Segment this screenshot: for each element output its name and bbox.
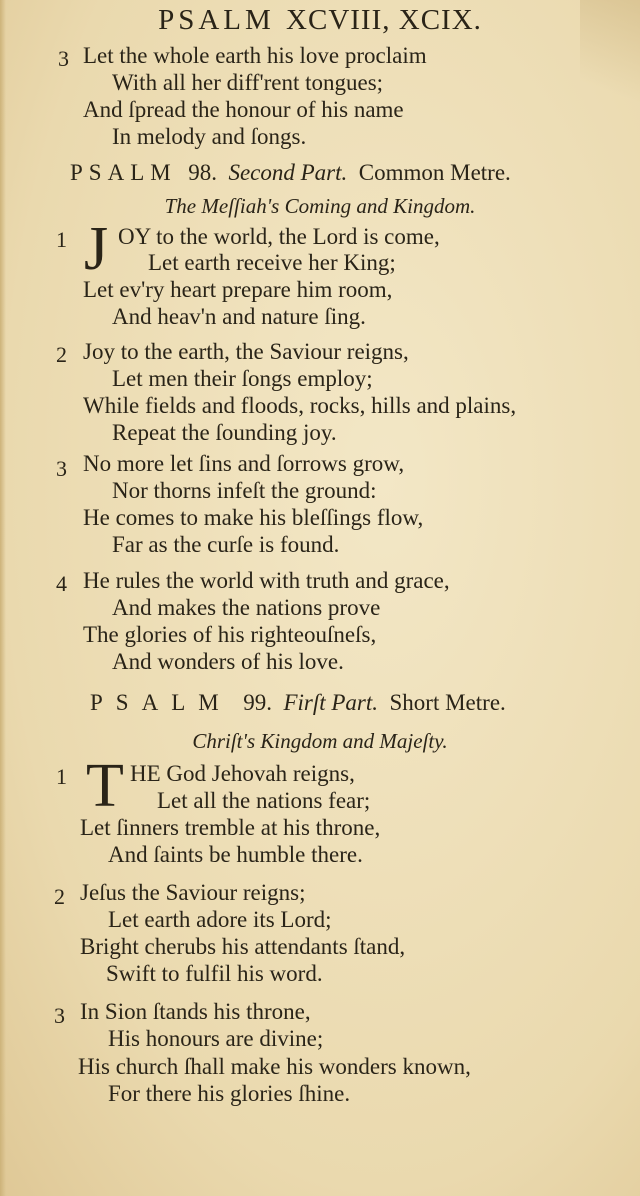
verse-line: Swift to fulfil his word. [106,961,323,986]
verse-line: Joy to the earth, the Saviour reigns, [83,339,409,364]
verse-line: His honours are divine; [108,1026,324,1051]
page-edge-shadow [0,0,6,1196]
heading-psalm: PSALM [70,160,177,185]
stanza-number: 3 [54,1003,65,1028]
verse-line: Let the whole earth his love proclaim [83,43,427,68]
psalm-99-part-1-heading [90,689,630,716]
verse-line: HE God Jehovah reigns, [130,761,355,786]
verse-line: Nor thorns infeſt the ground: [112,478,377,503]
verse-line: He rules the world with truth and grace, [83,568,450,593]
verse-line: Let all the nations fear; [157,788,371,813]
verse-line: Let men their ſongs employ; [112,366,373,391]
verse-line: While fields and floods, rocks, hills and plains, [83,393,517,418]
psalm-98-subtitle: The Meſſiah's Coming and Kingdom. [164,194,476,218]
running-head [0,4,640,37]
stanza-number: 4 [56,571,67,596]
heading-part: Second Part. [228,160,348,185]
verse-line: And ſaints be humble there. [108,842,363,867]
verse-line: Let earth adore its Lord; [108,907,332,932]
verse-line: In melody and ſongs. [112,124,307,149]
verse-line: The glories of his righteouſneſs, [83,622,377,647]
verse-line: OY to the world, the Lord is come, [118,224,440,249]
verse-line: Repeat the ſounding joy. [112,420,337,445]
verse-line: No more let ſins and ſorrows grow, [83,451,405,476]
heading-number: 98. [188,160,217,185]
verse-line: His church ſhall make his wonders known, [78,1054,471,1079]
verse-line: For there his glories ſhine. [108,1081,351,1106]
drop-cap: J [84,215,109,283]
verse-line: Let ev'ry heart prepare him room, [83,277,393,302]
verse-line: Far as the curſe is found. [112,532,340,557]
verse-line: And ſpread the honour of his name [83,97,404,122]
verse-line: Let earth receive her King; [148,250,396,275]
verse-line: In Sion ſtands his throne, [80,999,311,1024]
heading-psalm: PSALM [90,690,232,715]
heading-metre: Short Metre. [389,690,506,715]
verse-line: Jeſus the Saviour reigns; [80,880,306,905]
verse-line: And heav'n and nature ſing. [112,304,366,329]
verse-line: And wonders of his love. [112,649,344,674]
stanza-number: 3 [56,456,67,481]
stanza-number: 2 [56,342,67,367]
heading-number: 99. [243,690,272,715]
verse-line: He comes to make his bleſſings flow, [83,505,424,530]
heading-part: Firſt Part. [283,690,379,715]
running-head-psalm: PSALM [158,4,275,36]
verse-line: Bright cherubs his attendants ſtand, [80,934,406,959]
stanza-number: 1 [56,227,67,252]
verse-line: With all her diff'rent tongues; [112,70,384,95]
verse-line: Let ſinners tremble at his throne, [80,815,381,840]
running-head-numbers: XCVIII, XCIX. [286,4,482,36]
stanza-number: 2 [54,884,65,909]
psalm-99-subtitle: Chriſt's Kingdom and Majeſty. [192,729,448,753]
stanza-number: 1 [56,764,67,789]
psalm-98-part-2-heading [70,159,610,186]
stanza-number: 3 [58,46,69,71]
heading-metre: Common Metre. [358,160,511,185]
verse-line: And makes the nations prove [112,595,381,620]
drop-cap: T [86,752,124,820]
